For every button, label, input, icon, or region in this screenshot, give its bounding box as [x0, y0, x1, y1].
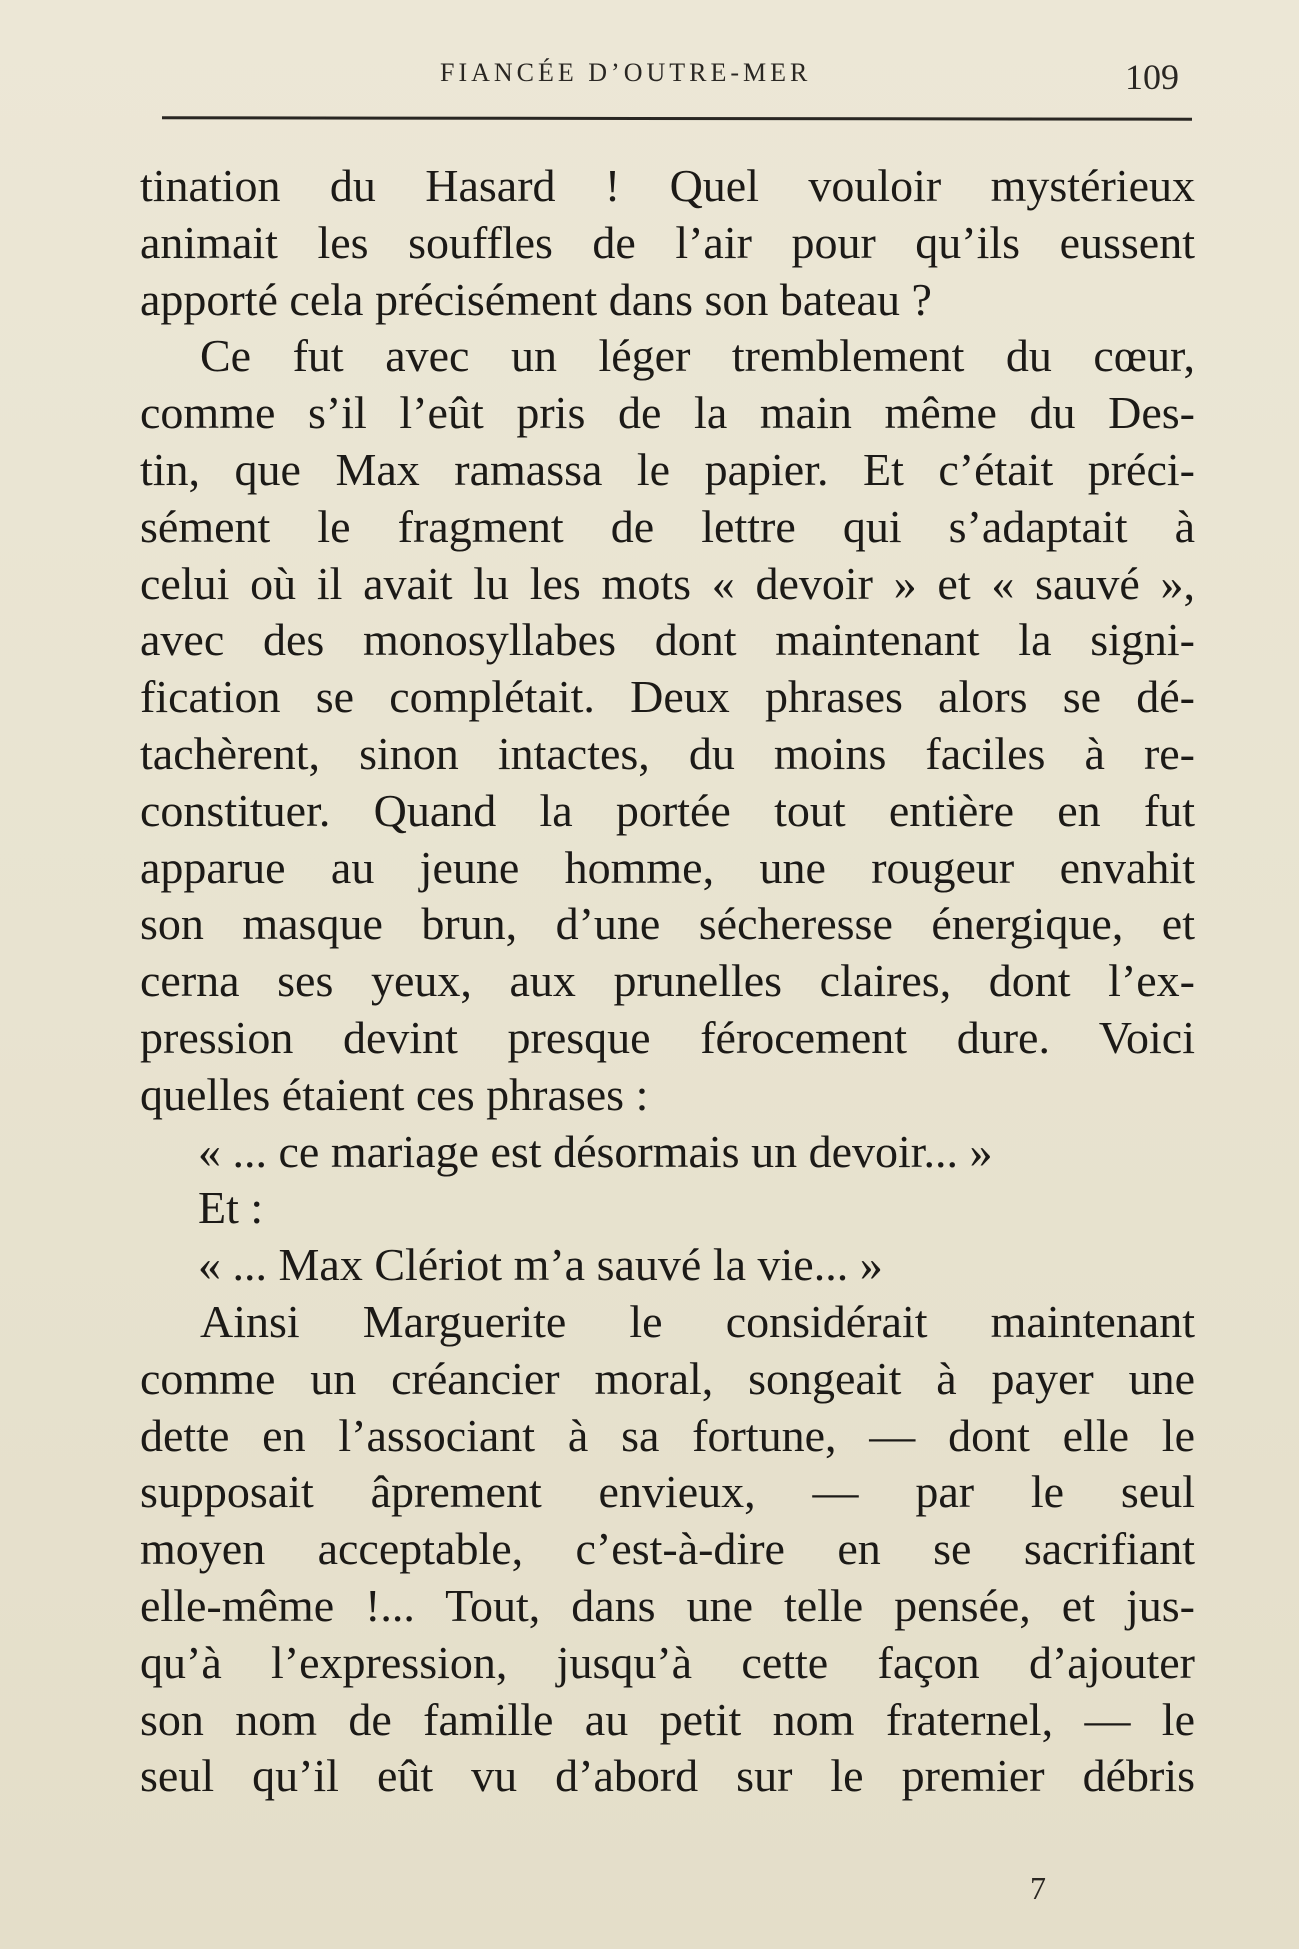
text-line: avec des monosyllabes dont maintenant la signi-	[140, 614, 1195, 666]
text-line: Et :	[198, 1182, 264, 1234]
text-line: tachèrent, sinon intactes, du moins faciles à re-	[140, 727, 1195, 779]
text-line: son nom de famille au petit nom fraternel, — le	[140, 1693, 1195, 1745]
text-line: fication se complétait. Deux phrases alors se dé-	[140, 671, 1195, 723]
text-line: Ainsi Marguerite le considérait maintenant	[200, 1295, 1195, 1347]
text-line: dette en l’associant à sa fortune, — dont elle le	[140, 1409, 1195, 1461]
text-line: seul qu’il eût vu d’abord sur le premier débris	[140, 1750, 1195, 1802]
text-line: qu’à l’expression, jusqu’à cette façon d’ajouter	[140, 1636, 1195, 1688]
text-line: son masque brun, d’une sécheresse énergique, et	[140, 898, 1195, 950]
text-line: cerna ses yeux, aux prunelles claires, dont l’ex-	[140, 955, 1195, 1007]
text-line: elle-même !... Tout, dans une telle pensée, et jus-	[140, 1579, 1195, 1631]
page-number: 109	[1125, 57, 1179, 97]
body-text	[140, 158, 1195, 1805]
signature-mark: 7	[1030, 1870, 1046, 1906]
text-line: tination du Hasard ! Quel vouloir mystérieux	[140, 160, 1195, 211]
quote-line: « ... ce mariage est désormais un devoir... »	[198, 1125, 993, 1177]
text-line: Ce fut avec un léger tremblement du cœur,	[200, 330, 1195, 382]
running-title: FIANCÉE D’OUTRE-MER	[440, 58, 812, 87]
text-line: pression devint presque férocement dure. Voici	[140, 1011, 1195, 1063]
text-line: animait les souffles de l’air pour qu’ils eussent	[140, 216, 1195, 268]
text-line: tin, que Max ramassa le papier. Et c’était préci-	[140, 443, 1195, 495]
text-line: apporté cela précisément dans son bateau ?	[140, 273, 932, 325]
text-line: moyen acceptable, c’est-à-dire en se sacrifiant	[140, 1523, 1195, 1575]
text-line: constituer. Quand la portée tout entière en fut	[140, 784, 1195, 836]
text-line: comme un créancier moral, songeait à payer une	[140, 1352, 1195, 1404]
header-rule	[162, 116, 1192, 120]
text-line: celui où il avait lu les mots « devoir » et « sauvé »,	[140, 557, 1195, 609]
text-line: supposait âprement envieux, — par le seul	[140, 1466, 1195, 1518]
text-line: sément le fragment de lettre qui s’adaptait à	[140, 500, 1195, 552]
text-line: quelles étaient ces phrases :	[140, 1068, 649, 1120]
quote-line: « ... Max Clériot m’a sauvé la vie... »	[198, 1239, 883, 1291]
text-line: comme s’il l’eût pris de la main même du Des-	[140, 387, 1195, 439]
text-line: apparue au jeune homme, une rougeur envahit	[140, 841, 1195, 893]
